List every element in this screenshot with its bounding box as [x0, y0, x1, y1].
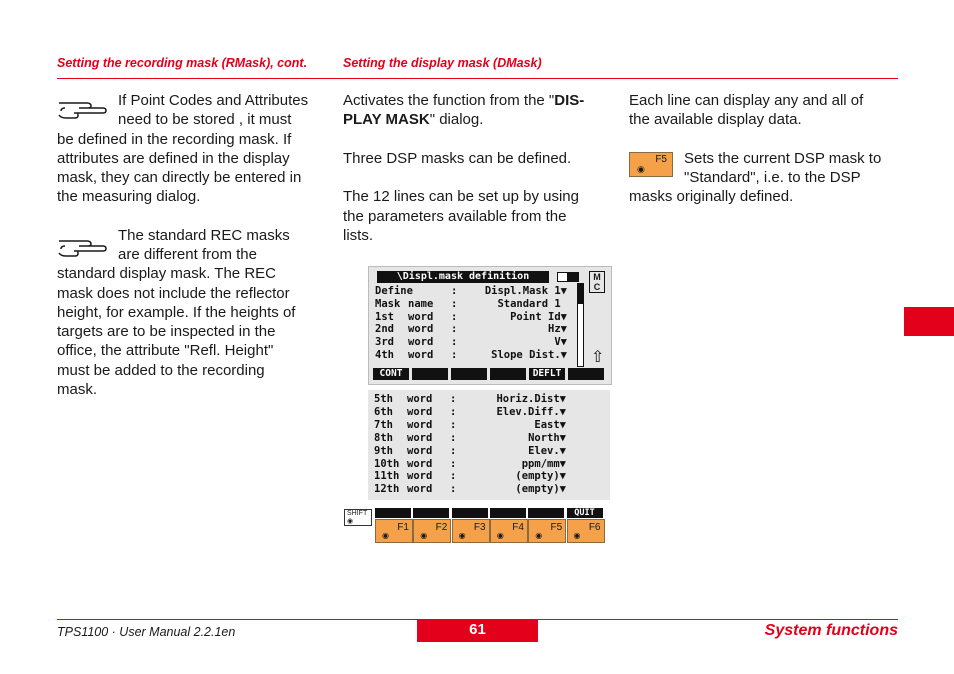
f4-key[interactable]: [490, 519, 528, 543]
screen-scrollbar[interactable]: [577, 283, 584, 367]
pointing-hand-icon: [57, 232, 107, 260]
table-row[interactable]: [374, 406, 566, 419]
f1-key[interactable]: [375, 519, 413, 543]
softkey-3[interactable]: [451, 368, 487, 380]
chapter-title: System functions: [764, 622, 898, 639]
table-row[interactable]: [375, 336, 567, 349]
row-c2: word: [407, 405, 433, 418]
table-row[interactable]: [375, 349, 567, 362]
row-c1: 7th: [374, 418, 393, 431]
row-val: Elev.Diff.▼: [496, 405, 566, 418]
screen-extension: [368, 390, 610, 500]
softkey-1[interactable]: CONT: [373, 368, 409, 380]
row-c2: word: [407, 431, 433, 444]
row-val: ppm/mm▼: [521, 457, 566, 470]
key-softkey-2[interactable]: [413, 508, 449, 518]
shift-key[interactable]: SHIFT ◉: [344, 509, 372, 526]
row-c2: word: [407, 418, 433, 431]
row-val: North▼: [528, 431, 566, 444]
scrollbar-thumb[interactable]: [578, 284, 583, 304]
fkey-label: F4: [512, 522, 524, 533]
row-val: Standard 1: [497, 297, 567, 310]
f5-text-line2: "Standard", i.e. to the DSP: [684, 169, 861, 186]
key-softkey-6[interactable]: QUIT: [567, 508, 603, 518]
note1-first-line2: need to be stored , it must: [118, 111, 292, 128]
f5-key[interactable]: F5 ◉: [629, 152, 673, 177]
f5-text-line1: Sets the current DSP mask to: [684, 150, 882, 167]
note2-first-line1: The standard REC masks: [118, 227, 290, 244]
col2-p1-line1: Activates the function from the "DIS-: [343, 92, 585, 109]
row-sep: :: [450, 483, 457, 496]
screen-softkeys: [373, 368, 605, 380]
row-c1: 11th: [374, 470, 400, 483]
screen-title: \Displ.mask definition: [377, 271, 549, 283]
key-softkey-1[interactable]: [375, 508, 411, 518]
f2-key[interactable]: [413, 519, 451, 543]
note1-line3: be defined in the recording mask. If: [57, 131, 292, 148]
row-c2: word: [407, 483, 433, 496]
table-row[interactable]: [375, 285, 567, 298]
row-sep: :: [450, 444, 457, 457]
row-val: Hz▼: [548, 323, 567, 336]
note1-line5: mask, they can directly be entered in: [57, 169, 302, 186]
key-dot-icon: ◉: [535, 531, 543, 540]
row-c1: 12th: [374, 483, 400, 496]
row-c1: 2nd: [375, 323, 394, 336]
table-row[interactable]: [374, 393, 566, 406]
row-sep: :: [451, 336, 458, 349]
col2-p2: Three DSP masks can be defined.: [343, 150, 572, 167]
row-val: (empty)▼: [515, 470, 566, 483]
row-c2: word: [407, 393, 433, 405]
fkey-label: F2: [435, 522, 448, 533]
device-screen: [368, 266, 612, 385]
table-row[interactable]: [375, 311, 567, 324]
row-val: Slope Dist.▼: [491, 349, 567, 361]
row-c2: name: [408, 297, 434, 310]
row-c2: word: [408, 336, 434, 349]
fkey-label: F6: [588, 522, 601, 533]
chapter-tab: [904, 307, 954, 336]
fkey-label: F3: [473, 522, 486, 533]
key-dot-icon: ◉: [458, 531, 466, 540]
col3-p1-line1: Each line can display any and all of: [629, 92, 864, 109]
row-c1: 5th: [374, 393, 393, 405]
key-dot-icon: ◉: [382, 531, 389, 540]
table-row[interactable]: [374, 432, 566, 445]
note2-line6: targets are to be inspected in the: [57, 323, 276, 340]
section-header-left: Setting the recording mask (RMask), cont.: [57, 56, 308, 70]
f5-text-line3: masks originally defined.: [629, 188, 794, 205]
row-sep: :: [450, 405, 457, 418]
table-row[interactable]: [374, 470, 566, 483]
row-c2: word: [407, 470, 433, 483]
softkey-4[interactable]: [490, 368, 526, 380]
note2-line9: mask.: [57, 381, 98, 398]
table-row[interactable]: [374, 419, 566, 432]
note2-line4: mask does not include the reflector: [57, 285, 290, 302]
row-sep: :: [450, 418, 457, 431]
key-dot-icon: ◉: [573, 531, 581, 540]
softkey-5[interactable]: DEFLT: [529, 368, 565, 380]
mc-mode-icon: M C: [589, 271, 605, 293]
table-row[interactable]: [374, 483, 566, 496]
row-sep: :: [451, 349, 458, 361]
section-header-right: Setting the display mask (DMask): [343, 56, 542, 70]
row-val: Elev.▼: [528, 444, 566, 457]
row-c1: 10th: [374, 457, 400, 470]
row-c1: Define: [375, 285, 413, 297]
f5-key[interactable]: [528, 519, 566, 543]
note1-first-line1: If Point Codes and Attributes: [118, 92, 309, 109]
row-c1: 4th: [375, 349, 394, 361]
note2-line5: height, for example. If the heights of: [57, 304, 296, 321]
row-val: Horiz.Dist▼: [496, 393, 566, 405]
key-dot-icon: ◉: [347, 518, 354, 525]
key-softkey-3[interactable]: [452, 508, 488, 518]
row-sep: :: [450, 470, 457, 483]
row-sep: :: [451, 310, 458, 323]
row-c2: word: [408, 323, 434, 336]
col2-p3-line2: the parameters available from the: [343, 208, 567, 225]
fkey-label: F1: [397, 522, 409, 533]
row-c2: word: [407, 457, 433, 470]
col2-p3-line1: The 12 lines can be set up by using: [343, 188, 579, 205]
row-c1: 3rd: [375, 336, 394, 349]
col2-p1-line2: PLAY MASK" dialog.: [343, 111, 484, 128]
softkey-2[interactable]: [412, 368, 448, 380]
row-val: Displ.Mask 1▼: [484, 285, 567, 297]
row-sep: :: [451, 297, 458, 310]
note2-line8: must be added to the recording: [57, 362, 265, 379]
row-sep: :: [450, 431, 457, 444]
note2-line7: office, the attribute "Refl. Height": [57, 342, 274, 359]
page-number: 61: [417, 620, 538, 642]
table-row[interactable]: [374, 458, 566, 471]
f6-key[interactable]: [567, 519, 605, 543]
col3-p1-line2: the available display data.: [629, 111, 802, 128]
key-softkey-5[interactable]: [528, 508, 564, 518]
key-dot-icon: ◉: [496, 531, 504, 540]
key-softkey-4[interactable]: [490, 508, 526, 518]
row-sep: :: [451, 323, 458, 336]
row-sep: :: [450, 393, 457, 405]
pointing-hand-icon: [57, 94, 107, 122]
row-val: East▼: [534, 418, 566, 431]
row-c1: 1st: [375, 310, 394, 323]
battery-icon: [557, 272, 579, 282]
fkey-label: F5: [550, 522, 563, 533]
row-c2: word: [408, 310, 434, 323]
row-c2: word: [407, 444, 433, 457]
f3-key[interactable]: [452, 519, 490, 543]
row-c1: 8th: [374, 431, 393, 444]
header-rule: [57, 78, 898, 79]
row-c1: 6th: [374, 405, 393, 418]
row-c1: 9th: [374, 444, 393, 457]
row-sep: :: [450, 457, 457, 470]
manual-title: TPS1100 · User Manual 2.2.1en: [57, 625, 236, 639]
col2-p3-line3: lists.: [343, 227, 373, 244]
note1-line4: attributes are defined in the display: [57, 150, 290, 167]
key-dot-icon: ◉: [637, 164, 645, 174]
row-c1: Mask: [375, 297, 401, 310]
row-sep: :: [451, 285, 458, 297]
row-val: Point Id▼: [510, 310, 567, 323]
key-dot-icon: ◉: [420, 531, 428, 540]
note1-line6: the measuring dialog.: [57, 188, 201, 205]
table-row[interactable]: [375, 298, 567, 311]
shift-arrow-icon: ⇧: [591, 349, 605, 366]
note2-first-line2: are different from the: [118, 246, 257, 263]
note2-line3: standard display mask. The REC: [57, 265, 276, 282]
table-row[interactable]: [375, 323, 567, 336]
table-row[interactable]: [374, 445, 566, 458]
row-c2: word: [408, 349, 434, 361]
row-val: V▼: [554, 336, 567, 349]
row-val: (empty)▼: [515, 483, 566, 496]
softkey-6[interactable]: [568, 368, 604, 380]
